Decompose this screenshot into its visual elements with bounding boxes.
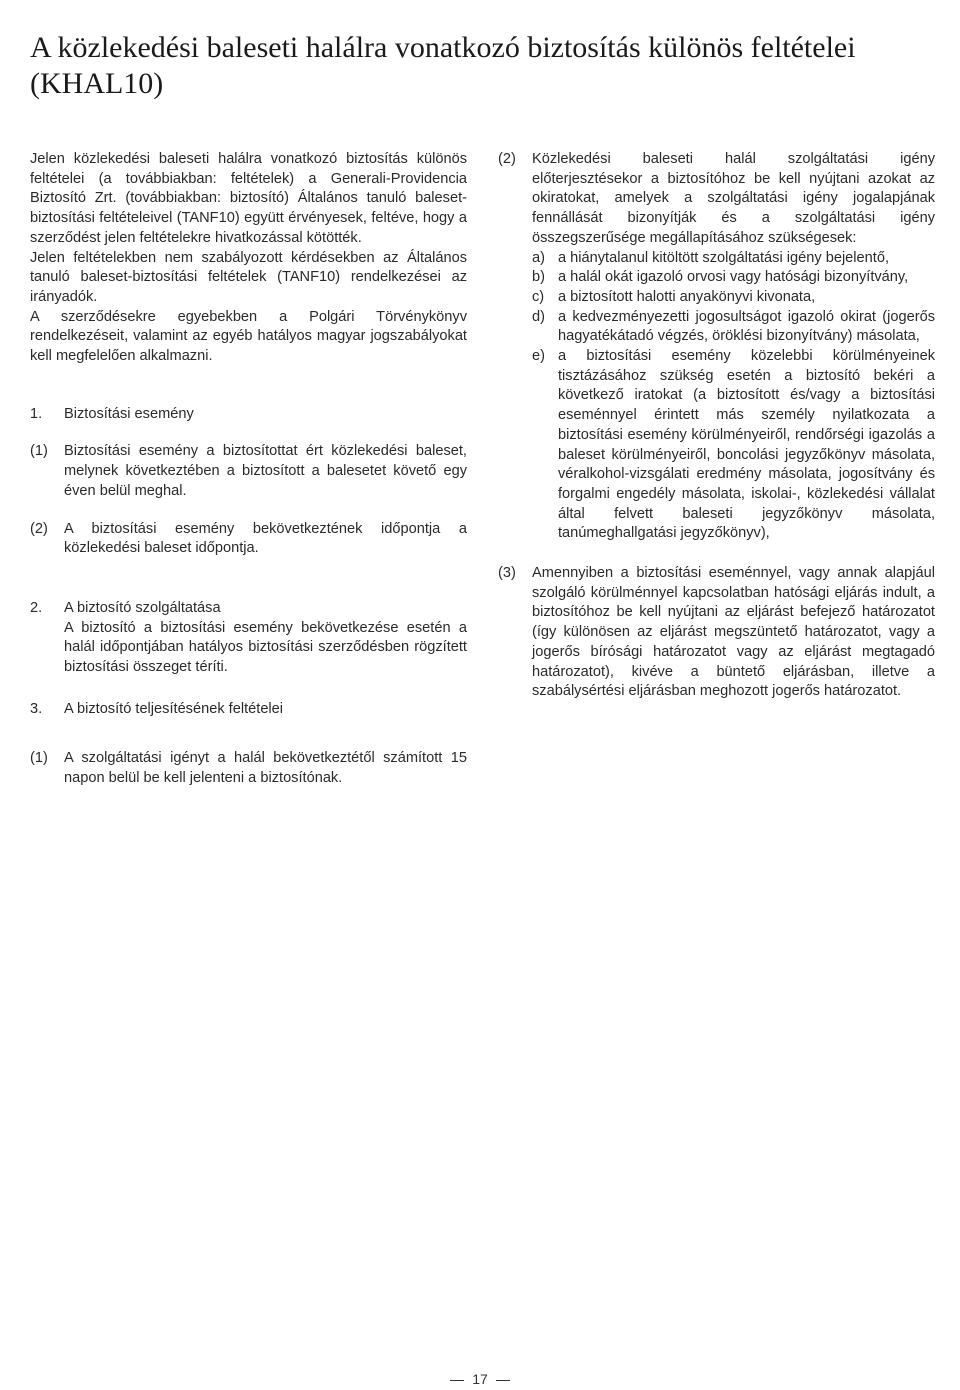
list-item-a — [532, 249, 935, 269]
item-text: Közlekedési baleseti halál szolgáltatási igény előterjesztésekor a biztosítóhoz be kell nyújtani azokat az okiratokat, amelyek a szolgáltatási igény jogalapjának fennállását bizonyítják és a szolgáltatási igény összegszerűsége megállapításához szükségesek: — [532, 151, 935, 246]
item-number: (1) — [30, 443, 48, 460]
section-1-item-1 — [30, 442, 467, 501]
section-1-title: Biztosítási esemény — [64, 405, 194, 422]
footer-dash-right — [496, 1380, 510, 1381]
item-text: A biztosítási esemény bekövetkeztének időpontja a közlekedési baleset időpontja. — [64, 520, 467, 557]
footer-dash-left — [450, 1380, 464, 1381]
section-1-heading — [30, 405, 467, 425]
list-letter: e) — [532, 348, 545, 365]
page-number: 17 — [472, 1371, 488, 1387]
item-text: Amennyiben a biztosítási eseménnyel, vagy annak alapjául szolgáló körülménnyel kapcsolatban hatósági eljárás indult, a biztosítóhoz be kell nyújtani az eljárást befejező határozatot (így különösen az eljárást megszüntető határozatot, vagy a jogerős bírósági határozatot vagy az eljárást megtagadó határozatot), kivéve a büntető eljárásban, illetve a szabálysértési eljárásban meghozott jogerős határozatot. — [532, 565, 935, 700]
list-text: a hiánytalanul kitöltött szolgáltatási igény bejelentő, — [558, 249, 890, 266]
list-letter: b) — [532, 269, 545, 286]
right-column — [498, 150, 935, 720]
section-2-text: A biztosító a biztosítási esemény bekövetkezése esetén a halál időpontjában hatályos biztosítási szerződésben rögzített biztosítási összeget téríti. — [64, 619, 467, 676]
section-1-number: 1. — [30, 405, 43, 422]
item-number: (2) — [30, 520, 48, 537]
requirements-item-3 — [498, 564, 935, 702]
list-letter: d) — [532, 308, 545, 325]
item-text: Biztosítási esemény a biztosítottat ért közlekedési baleset, melynek következtében a biztosított a balesetet követő egy éven belül meghal. — [64, 443, 467, 499]
list-item-d — [532, 308, 935, 347]
left-column — [30, 150, 467, 807]
section-3-number: 3. — [30, 700, 43, 717]
item-number: (2) — [498, 151, 516, 167]
intro-paragraph-2: Jelen feltételekben nem szabályozott kérdésekben az Általános tanuló baleset-biztosítási feltételek (TANF10) rendelkezései az irányadók. — [30, 249, 467, 305]
intro-paragraph-3: A szerződésekre egyebekben a Polgári Törvénykönyv rendelkezéseit, valamint az egyéb hatályos magyar jogszabályokat kell megfelelően alkalmazni. — [30, 308, 467, 365]
requirements-item-2 — [498, 150, 935, 544]
list-item-e — [532, 347, 935, 544]
section-3-item-1 — [30, 749, 467, 788]
section-2-heading — [30, 599, 467, 619]
document-title: A közlekedési baleseti halálra vonatkozó biztosítás különös feltételei (KHAL10) — [30, 31, 856, 100]
item-number: (3) — [498, 565, 516, 582]
section-3-title: A biztosító teljesítésének feltételei — [64, 700, 284, 717]
item-body — [532, 150, 935, 544]
list-text: a halál okát igazoló orvosi vagy hatósági bizonyítvány, — [558, 269, 909, 286]
list-item-c — [532, 288, 935, 308]
list-text: a biztosított halotti anyakönyvi kivonata, — [558, 288, 816, 305]
section-1-item-2 — [30, 520, 467, 559]
page-footer — [0, 1371, 960, 1387]
list-letter: c) — [532, 288, 545, 305]
list-item-b — [532, 268, 935, 288]
intro-paragraph-1: Jelen közlekedési baleseti halálra vonatkozó biztosítás különös feltételei (a továbbiakban: feltételek) a Generali-Providencia Biztosító Zrt. (továbbiakban: biztosító) Általános tanuló baleset-biztosítási feltételeivel (TANF10) együtt érvényesek, feltéve, hogy a szerződést jelen feltételekre hivatkozással kötötték. — [30, 151, 467, 246]
list-text: a biztosítási esemény közelebbi körülményeinek tisztázásához szükség esetén a biztosító bekéri a következő iratokat (a biztosított és/vagy a biztosítási eseménnyel érintett más személy nyilatkozata a biztosítási esemény körülményeiről, rendőrségi igazolás a baleset körülményeiről, boncolási jegyzőkönyv másolata, véralkohol-vizsgálati eredmény másolata, jogosítvány és forgalmi engedély másolata, iskolai-, közlekedési vállalat által felvett baleseti jegyzőkönyv másolata, tanúmeghallgatási jegyzőkönyv), — [558, 348, 935, 542]
list-letter: a) — [532, 249, 545, 266]
section-2-title: A biztosító szolgáltatása — [64, 599, 221, 616]
list-text: a kedvezményezetti jogosultságot igazoló okirat (jogerős hagyatékátadó végzés, öröklési bizonyítvány) másolata, — [558, 308, 935, 345]
item-text: A szolgáltatási igényt a halál bekövetkeztétől számított 15 napon belül be kell jelenteni a biztosítónak. — [64, 750, 467, 787]
section-3-heading — [30, 700, 467, 720]
section-2-number: 2. — [30, 599, 43, 616]
item-number: (1) — [30, 750, 48, 767]
